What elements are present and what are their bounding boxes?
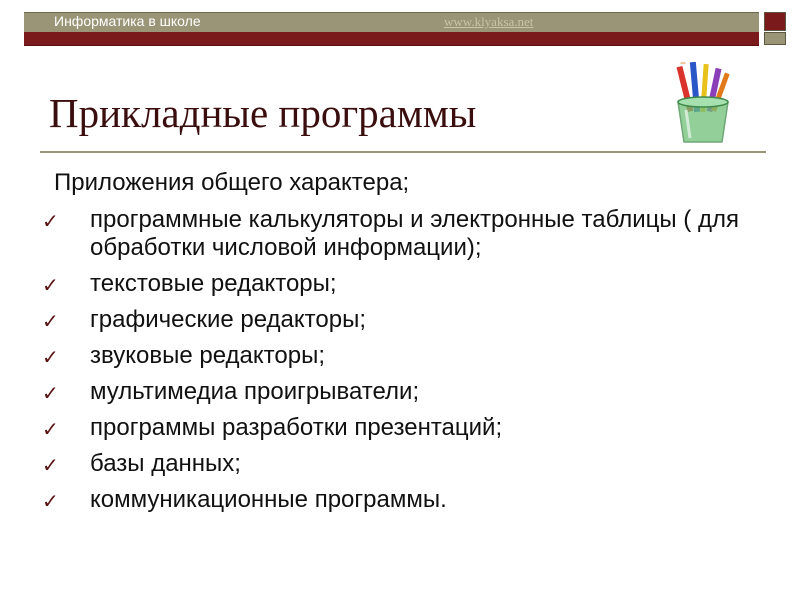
check-icon: ✓: [42, 489, 59, 513]
list-item-text: мультимедиа проигрыватели;: [90, 378, 420, 405]
check-icon: ✓: [42, 417, 59, 441]
check-icon: ✓: [42, 273, 59, 297]
list-item-text: графические редакторы;: [90, 306, 366, 333]
corner-box-top: [764, 12, 786, 31]
title-divider: [40, 151, 766, 153]
list-item: [40, 342, 770, 370]
bullet-list: [40, 206, 770, 522]
list-item-text: программы разработки презентаций;: [90, 414, 503, 441]
check-icon: ✓: [42, 453, 59, 477]
check-icon: ✓: [42, 345, 59, 369]
list-item: [40, 378, 770, 406]
list-item: [40, 270, 770, 298]
list-item: [40, 450, 770, 478]
list-item-text: программные калькуляторы и электронные таблицы ( для обработки числовой информации);: [90, 206, 739, 261]
list-item: [40, 306, 770, 334]
corner-box-bottom: [764, 32, 786, 45]
list-item-text: коммуникационные программы.: [90, 486, 447, 513]
pencil-cup-icon: [668, 62, 738, 146]
lead-line: Приложения общего характера;: [54, 169, 410, 196]
check-icon: ✓: [42, 209, 59, 233]
list-item-text: базы данных;: [90, 450, 241, 477]
header-accent-bar: [24, 32, 759, 46]
list-item: [40, 206, 770, 262]
header-title: Информатика в школе: [54, 13, 201, 29]
list-item: [40, 486, 770, 514]
list-item-text: текстовые редакторы;: [90, 270, 337, 297]
slide-title: Прикладные программы: [49, 90, 477, 136]
check-icon: ✓: [42, 309, 59, 333]
check-icon: ✓: [42, 381, 59, 405]
header-link[interactable]: www.klyaksa.net: [444, 14, 534, 29]
list-item-text: звуковые редакторы;: [90, 342, 325, 369]
list-item: [40, 414, 770, 442]
